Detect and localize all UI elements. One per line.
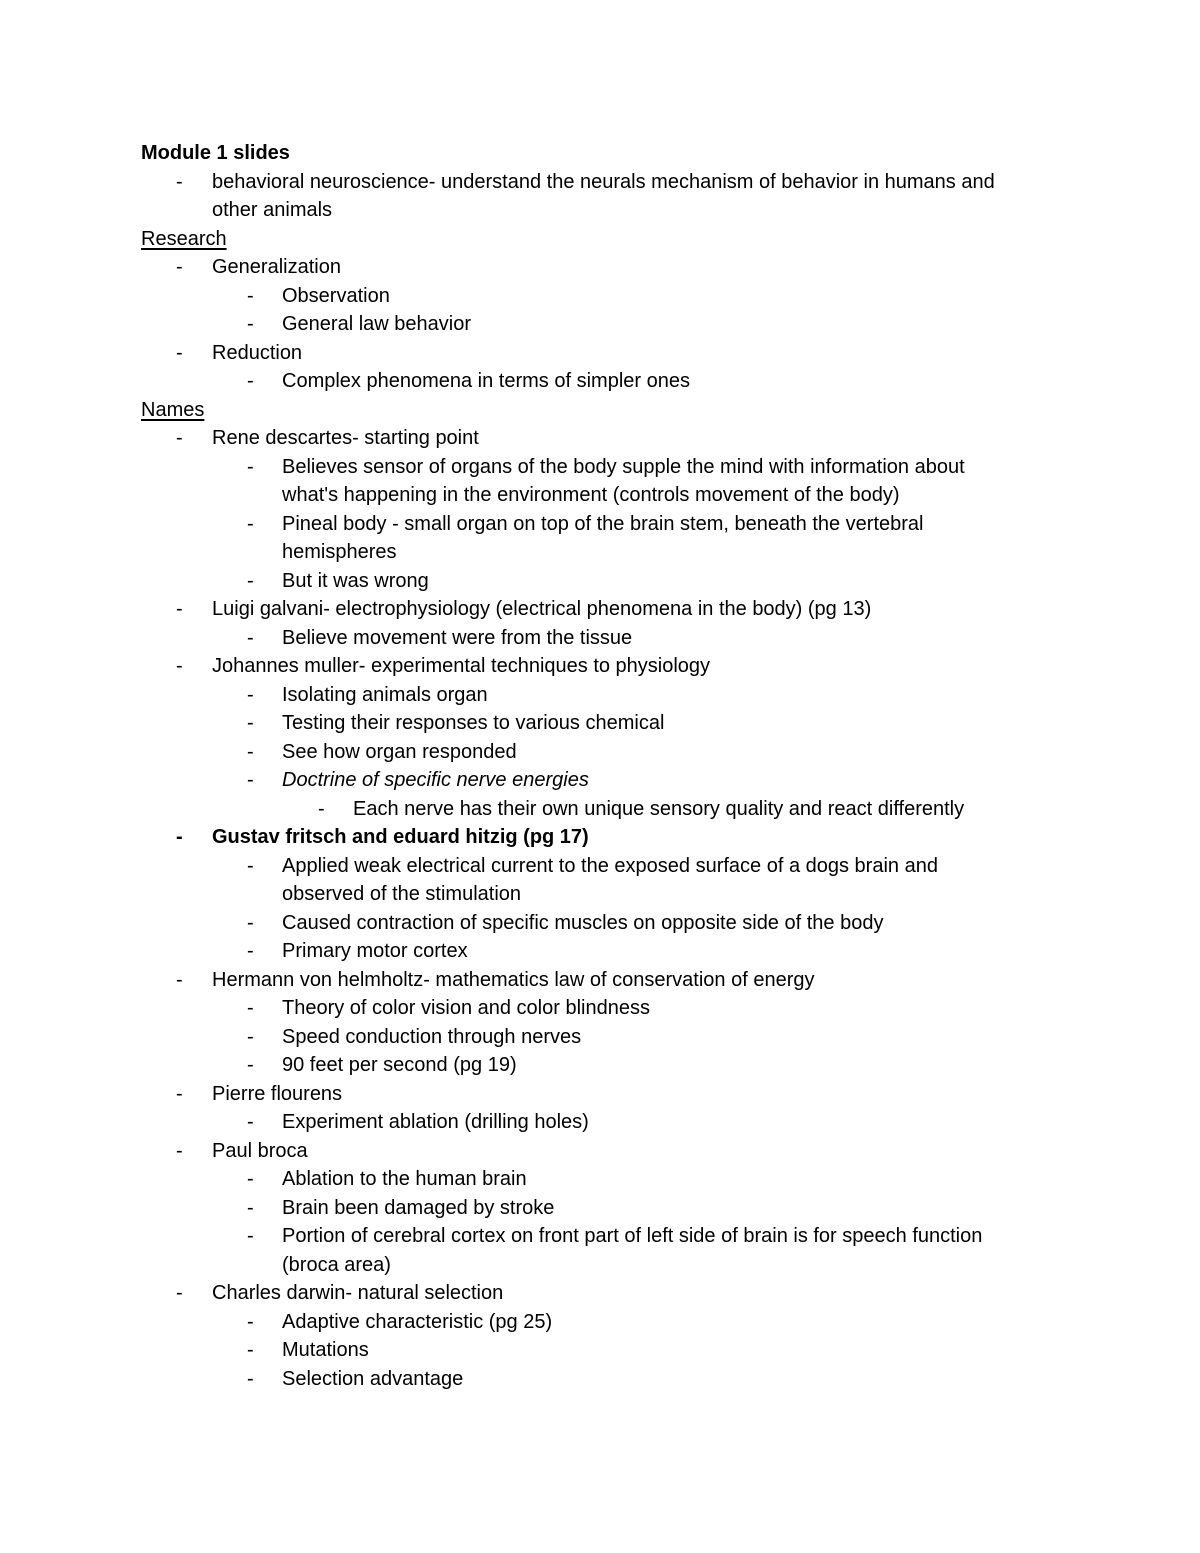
list-item-text: Experiment ablation (drilling holes) [282, 1111, 589, 1133]
list-item [0, 823, 1200, 852]
list-item-text: Ablation to the human brain [282, 1168, 527, 1190]
list-item [0, 1279, 1200, 1308]
list-item-text: Paul broca [212, 1139, 308, 1162]
list-item-text: Testing their responses to various chemical [282, 712, 665, 734]
list-bullet: - [247, 569, 254, 592]
list-item [0, 595, 1200, 624]
list-bullet: - [247, 1054, 254, 1076]
list-item-text: See how organ responded [282, 740, 517, 763]
list-item-text: Brain been damaged by stroke [282, 1196, 555, 1219]
list-bullet: - [247, 712, 254, 734]
list-bullet: - [247, 997, 254, 1019]
list-item-continuation [0, 196, 1200, 225]
list-bullet: - [247, 911, 254, 934]
list-item [0, 738, 1200, 767]
list-item-continuation [0, 1251, 1200, 1280]
list-item [0, 795, 1200, 824]
list-item-text: Rene descartes- starting point [212, 427, 479, 449]
list-item [0, 909, 1200, 938]
list-item-text: Primary motor cortex [282, 940, 468, 962]
list-item [0, 1023, 1200, 1052]
list-item-continuation [0, 538, 1200, 567]
list-bullet: - [247, 1168, 254, 1190]
list-item [0, 709, 1200, 738]
list-item [0, 1051, 1200, 1080]
list-bullet: - [176, 341, 183, 364]
section-heading-text: Research [141, 227, 227, 250]
list-bullet: - [318, 797, 325, 820]
list-item [0, 510, 1200, 539]
list-bullet: - [247, 1367, 254, 1390]
list-item-text: Gustav fritsch and eduard hitzig (pg 17) [212, 826, 589, 848]
list-item-text: Portion of cerebral cortex on front part of left side of brain is for speech function [282, 1225, 983, 1247]
document-page [0, 139, 1200, 1393]
list-bullet: - [247, 683, 254, 706]
list-item [0, 766, 1200, 795]
list-bullet: - [247, 1339, 254, 1361]
list-item-text: Selection advantage [282, 1367, 464, 1390]
list-item [0, 966, 1200, 995]
list-item [0, 1308, 1200, 1337]
list-item [0, 367, 1200, 396]
list-bullet: - [247, 313, 254, 335]
list-item [0, 852, 1200, 881]
list-item [0, 1165, 1200, 1194]
list-item-text: Pineal body - small organ on top of the brain stem, beneath the vertebral [282, 512, 924, 535]
list-item [0, 282, 1200, 311]
list-bullet: - [247, 1225, 254, 1247]
list-item-text: behavioral neuroscience- understand the neurals mechanism of behavior in humans and [212, 170, 995, 193]
list-item-continuation [0, 481, 1200, 510]
list-bullet: - [247, 854, 254, 877]
list-bullet: - [247, 512, 254, 535]
list-item-text: Reduction [212, 341, 303, 364]
section-heading [0, 396, 1200, 425]
section-heading [0, 225, 1200, 254]
list-item-text: Believe movement were from the tissue [282, 626, 633, 649]
list-item [0, 1365, 1200, 1394]
list-item-text: Pierre flourens [212, 1082, 343, 1105]
list-bullet: - [176, 256, 183, 278]
list-item [0, 1222, 1200, 1251]
list-item-text: Charles darwin- natural selection [212, 1282, 504, 1304]
list-item [0, 1080, 1200, 1109]
list-item-text: Hermann von helmholtz- mathematics law of conservation of energy [212, 968, 815, 991]
list-item [0, 567, 1200, 596]
list-item [0, 253, 1200, 282]
list-item-text: Theory of color vision and color blindness [282, 997, 650, 1019]
list-item [0, 339, 1200, 368]
list-item-text: 90 feet per second (pg 19) [282, 1054, 517, 1076]
list-item [0, 1336, 1200, 1365]
list-item-text: Complex phenomena in terms of simpler ones [282, 370, 690, 392]
document-title-text: Module 1 slides [141, 142, 290, 164]
section-heading-text: Names [141, 398, 205, 421]
list-item-text: Doctrine of specific nerve energies [282, 769, 589, 791]
list-item [0, 1194, 1200, 1223]
list-bullet: - [176, 826, 183, 848]
list-item-text: But it was wrong [282, 569, 429, 592]
list-bullet: - [247, 940, 254, 962]
list-item-continuation-text: observed of the stimulation [282, 883, 522, 905]
list-bullet: - [247, 626, 254, 649]
list-bullet: - [247, 769, 254, 791]
list-item [0, 310, 1200, 339]
list-item-text: Speed conduction through nerves [282, 1025, 582, 1048]
list-item-text: Isolating animals organ [282, 683, 488, 706]
document-title [0, 139, 1200, 168]
list-item-text: Mutations [282, 1339, 369, 1361]
list-item-text: Caused contraction of specific muscles on opposite side of the body [282, 911, 884, 934]
list-item [0, 424, 1200, 453]
list-item-continuation-text: what's happening in the environment (controls movement of the body) [282, 484, 900, 506]
list-item [0, 168, 1200, 197]
list-bullet: - [247, 1196, 254, 1219]
list-item [0, 1108, 1200, 1137]
list-bullet: - [247, 740, 254, 763]
list-item-text: Luigi galvani- electrophysiology (electrical phenomena in the body) (pg 13) [212, 598, 872, 620]
list-item-text: Each nerve has their own unique sensory quality and react differently [353, 797, 965, 820]
list-bullet: - [247, 455, 254, 478]
list-item [0, 624, 1200, 653]
list-item [0, 1137, 1200, 1166]
list-bullet: - [176, 1282, 183, 1304]
list-item-continuation-text: hemispheres [282, 541, 397, 563]
list-bullet: - [176, 170, 183, 193]
list-item-continuation [0, 880, 1200, 909]
list-item-text: Adaptive characteristic (pg 25) [282, 1310, 553, 1333]
list-item-continuation-text: (broca area) [282, 1253, 391, 1276]
list-item [0, 453, 1200, 482]
list-item [0, 681, 1200, 710]
list-bullet: - [176, 968, 183, 991]
list-bullet: - [176, 1082, 183, 1105]
list-item-text: Johannes muller- experimental techniques to physiology [212, 655, 711, 677]
list-item-text: Applied weak electrical current to the exposed surface of a dogs brain and [282, 854, 938, 877]
list-bullet: - [176, 655, 183, 677]
list-item-text: General law behavior [282, 313, 471, 335]
list-item-continuation-text: other animals [212, 199, 333, 221]
list-bullet: - [247, 1111, 254, 1133]
list-item [0, 937, 1200, 966]
list-item [0, 652, 1200, 681]
list-bullet: - [176, 427, 183, 449]
list-bullet: - [176, 598, 183, 620]
list-item-text: Believes sensor of organs of the body supple the mind with information about [282, 455, 965, 478]
list-bullet: - [247, 1310, 254, 1333]
list-bullet: - [247, 284, 254, 307]
list-bullet: - [247, 1025, 254, 1048]
list-item [0, 994, 1200, 1023]
list-item-text: Observation [282, 284, 390, 307]
list-item-text: Generalization [212, 256, 341, 278]
list-bullet: - [247, 370, 254, 392]
list-bullet: - [176, 1139, 183, 1162]
